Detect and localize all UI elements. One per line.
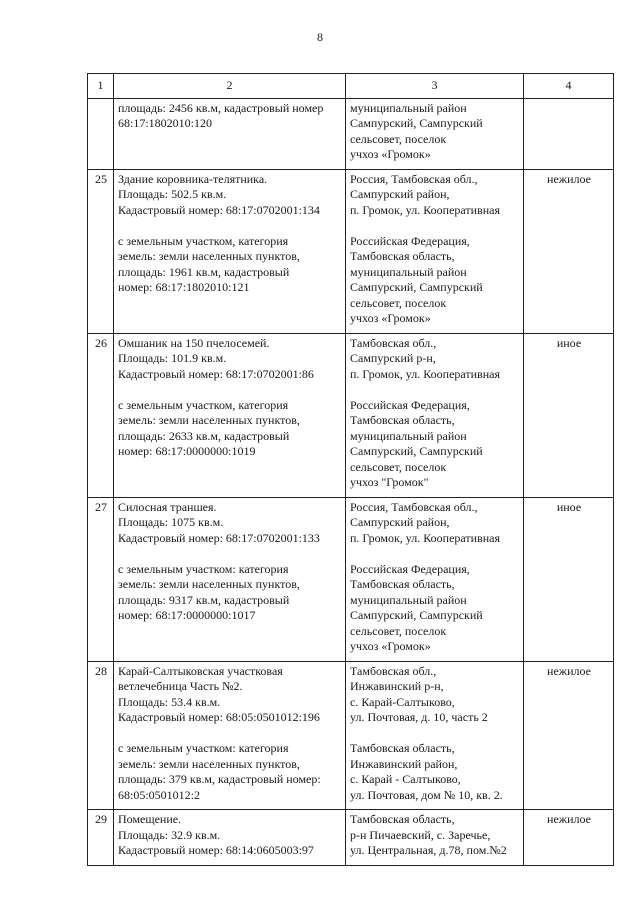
object-address-line: п. Громок, ул. Кооперативная [350, 202, 501, 217]
object-type: нежилое [524, 810, 614, 866]
object-address-land-line: с. Карай - Салтыково, [350, 772, 461, 786]
row-number: 29 [88, 810, 114, 866]
object-address-land-line: Российская Федерация, [350, 561, 470, 576]
object-address-land-line: Инжавинский район, [350, 756, 458, 771]
table-row [88, 661, 614, 810]
object-address-land-line: ул. Почтовая, дом № 10, кв. 2. [350, 787, 503, 802]
table-row [88, 98, 614, 169]
object-description [114, 810, 346, 866]
object-address-line: Сампурский р-н, [350, 351, 436, 365]
object-description [114, 497, 346, 661]
object-description-line: 68:17:1802010:120 [118, 116, 213, 130]
object-address-land-line: Сампурский, Сампурский [350, 280, 483, 294]
object-description-land-line: 68:05:0501012:2 [118, 787, 201, 802]
object-description-land-line: земель: земли населенных пунктов, [118, 413, 300, 427]
object-address-line: п. Громок, ул. Кооперативная [350, 366, 501, 381]
object-address-line: учхоз «Громок» [350, 147, 431, 161]
object-address-line: п. Громок, ул. Кооперативная [350, 530, 501, 545]
object-address [346, 497, 524, 661]
table-row [88, 810, 614, 866]
object-description-line: Площадь: 53.4 кв.м. [118, 694, 221, 709]
page-number: 8 [317, 30, 323, 44]
object-description-line: Площадь: 101.9 кв.м. [118, 351, 227, 365]
object-address-line: Россия, Тамбовская обл., [350, 499, 478, 514]
object-address-line: Сампурский, Сампурский [350, 116, 483, 130]
object-address-line: ул. Почтовая, д. 10, часть 2 [350, 710, 488, 724]
object-address-land-line: Российская Федерация, [350, 233, 470, 248]
object-address-land-line: учхоз «Громок» [350, 639, 431, 653]
object-description-land-line: площадь: 1961 кв.м, кадастровый [118, 264, 290, 279]
object-description [114, 661, 346, 810]
object-description-line: Кадастровый номер: 68:17:0702001:86 [118, 366, 314, 381]
object-description-land-line: с земельным участком: категория [118, 741, 289, 755]
object-address-line: Тамбовская обл., [350, 663, 437, 678]
object-address-line: р-н Пичаевский, с. Заречье, [350, 827, 491, 842]
object-address-land-line: учхоз «Громок» [350, 311, 431, 325]
row-number: 25 [88, 169, 114, 333]
object-address-land-line: муниципальный район [350, 428, 467, 443]
object-description-line: Кадастровый номер: 68:14:0605003:97 [118, 843, 314, 857]
object-address-land-line: сельсовет, поселок [350, 295, 447, 310]
row-number: 28 [88, 661, 114, 810]
column-header: 3 [346, 74, 524, 99]
object-address-line: Россия, Тамбовская обл., [350, 171, 478, 186]
object-type: нежилое [524, 661, 614, 810]
object-description-land-line: земель: земли населенных пунктов, [118, 249, 300, 263]
object-address [346, 661, 524, 810]
object-description-line: Кадастровый номер: 68:17:0702001:133 [118, 530, 320, 545]
row-number: 26 [88, 333, 114, 497]
object-address-land-line: Тамбовская область, [350, 249, 455, 263]
object-address-land-line: муниципальный район [350, 592, 467, 607]
object-description-land-line: с земельным участком: категория [118, 561, 289, 576]
object-address-land-line: Сампурский, Сампурский [350, 444, 483, 458]
object-description-land-line: площадь: 379 кв.м, кадастровый номер: [118, 772, 321, 786]
object-address-land-line: Тамбовская область, [350, 577, 455, 591]
object-description-line: Силосная траншея. [118, 499, 217, 514]
object-type [524, 98, 614, 169]
row-number: 27 [88, 497, 114, 661]
table-row [88, 333, 614, 497]
object-address-land-line: Тамбовская область, [350, 741, 455, 755]
object-description-land-line: земель: земли населенных пунктов, [118, 577, 300, 591]
object-address-line: ул. Центральная, д.78, пом.№2 [350, 843, 507, 857]
object-description-line: ветлечебница Часть №2. [118, 679, 243, 693]
object-address [346, 169, 524, 333]
object-description-line: Площадь: 1075 кв.м. [118, 515, 224, 529]
table-header-row [88, 74, 614, 99]
object-address-line: муниципальный район [350, 100, 467, 115]
object-description [114, 98, 346, 169]
object-address-land-line: Сампурский, Сампурский [350, 608, 483, 622]
object-address-land-line: муниципальный район [350, 264, 467, 279]
column-header: 4 [524, 74, 614, 99]
object-description-line: Площадь: 32.9 кв.м. [118, 827, 221, 842]
table-row [88, 169, 614, 333]
object-address-line: с. Карай-Салтыково, [350, 694, 455, 709]
object-description-land-line: номер: 68:17:1802010:121 [118, 280, 250, 294]
object-address-line: Инжавинский р-н, [350, 679, 444, 693]
object-description-line: Омшаник на 150 пчелосемей. [118, 335, 270, 350]
object-description-line: Кадастровый номер: 68:05:0501012:196 [118, 710, 320, 724]
row-number [88, 98, 114, 169]
object-description-land-line: земель: земли населенных пунктов, [118, 756, 300, 771]
object-type: нежилое [524, 169, 614, 333]
object-description [114, 333, 346, 497]
object-description-land-line: с земельным участком, категория [118, 233, 289, 248]
object-description-line: Площадь: 502.5 кв.м. [118, 187, 227, 201]
object-description-land-line: площадь: 9317 кв.м, кадастровый [118, 592, 290, 607]
object-address-land-line: сельсовет, поселок [350, 623, 447, 638]
object-description-line: площадь: 2456 кв.м, кадастровый номер [118, 100, 324, 115]
object-address-line: Сампурский район, [350, 187, 450, 201]
object-description-line: Помещение. [118, 812, 182, 826]
column-header: 1 [88, 74, 114, 99]
object-description-land-line: номер: 68:17:0000000:1017 [118, 608, 256, 622]
object-address [346, 98, 524, 169]
column-header: 2 [114, 74, 346, 99]
object-address-line: сельсовет, поселок [350, 131, 447, 146]
object-description [114, 169, 346, 333]
object-address-line: Тамбовская область, [350, 812, 455, 826]
object-description-line: Здание коровника-телятника. [118, 171, 268, 186]
object-address-line: Сампурский район, [350, 515, 450, 529]
object-description-land-line: номер: 68:17:0000000:1019 [118, 444, 256, 458]
object-address-line: Тамбовская обл., [350, 335, 437, 350]
property-table [87, 73, 614, 866]
object-address-land-line: Тамбовская область, [350, 413, 455, 427]
object-address-land-line: сельсовет, поселок [350, 459, 447, 474]
table-row [88, 497, 614, 661]
object-type: иное [524, 497, 614, 661]
object-description-line: Кадастровый номер: 68:17:0702001:134 [118, 202, 320, 217]
object-type: иное [524, 333, 614, 497]
object-description-land-line: с земельным участком, категория [118, 397, 289, 412]
object-address [346, 333, 524, 497]
object-address-land-line: учхоз "Громок" [350, 475, 429, 489]
object-address-land-line: Российская Федерация, [350, 397, 470, 412]
object-description-land-line: площадь: 2633 кв.м, кадастровый [118, 428, 290, 443]
object-address [346, 810, 524, 866]
object-description-line: Карай-Салтыковская участковая [118, 663, 283, 678]
